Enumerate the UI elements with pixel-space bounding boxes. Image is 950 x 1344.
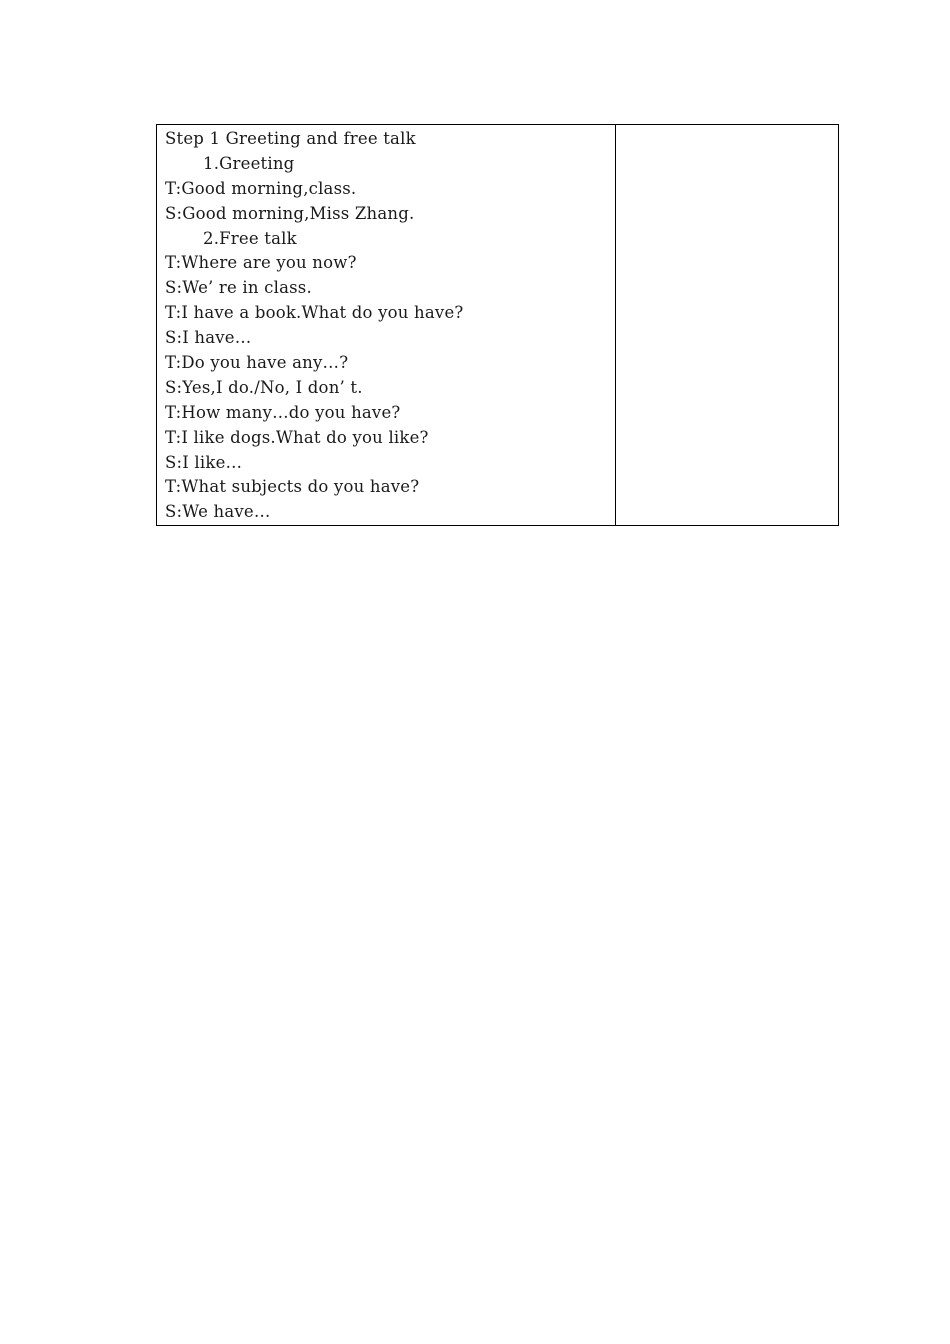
dialogue-line: S:Yes,I do./No, I don’ t. — [165, 377, 363, 397]
dialogue-line: S:I like… — [165, 452, 243, 472]
section-heading-free-talk: 2.Free talk — [203, 228, 297, 248]
step-title: Step 1 Greeting and free talk — [165, 129, 416, 148]
dialogue-line: T:Good morning,class. — [165, 178, 357, 198]
lesson-content-cell — [157, 125, 616, 526]
table-row — [157, 125, 839, 526]
notes-cell — [616, 125, 839, 526]
dialogue-line: T:I like dogs.What do you like? — [165, 427, 429, 447]
dialogue-line: T:How many…do you have? — [165, 402, 401, 422]
lesson-lines — [157, 125, 615, 525]
dialogue-line: S:Good morning,Miss Zhang. — [165, 203, 415, 223]
dialogue-line: S:I have… — [165, 328, 252, 348]
dialogue-line: T:Where are you now? — [165, 253, 357, 273]
dialogue-line: T:Do you have any…? — [165, 353, 349, 373]
dialogue-line: S:We’ re in class. — [165, 278, 312, 298]
dialogue-line: T:What subjects do you have? — [165, 477, 420, 497]
dialogue-line: S:We have… — [165, 502, 271, 522]
section-heading-greeting: 1.Greeting — [203, 153, 295, 173]
dialogue-line: T:I have a book.What do you have? — [165, 303, 464, 323]
lesson-plan-table — [156, 124, 839, 526]
